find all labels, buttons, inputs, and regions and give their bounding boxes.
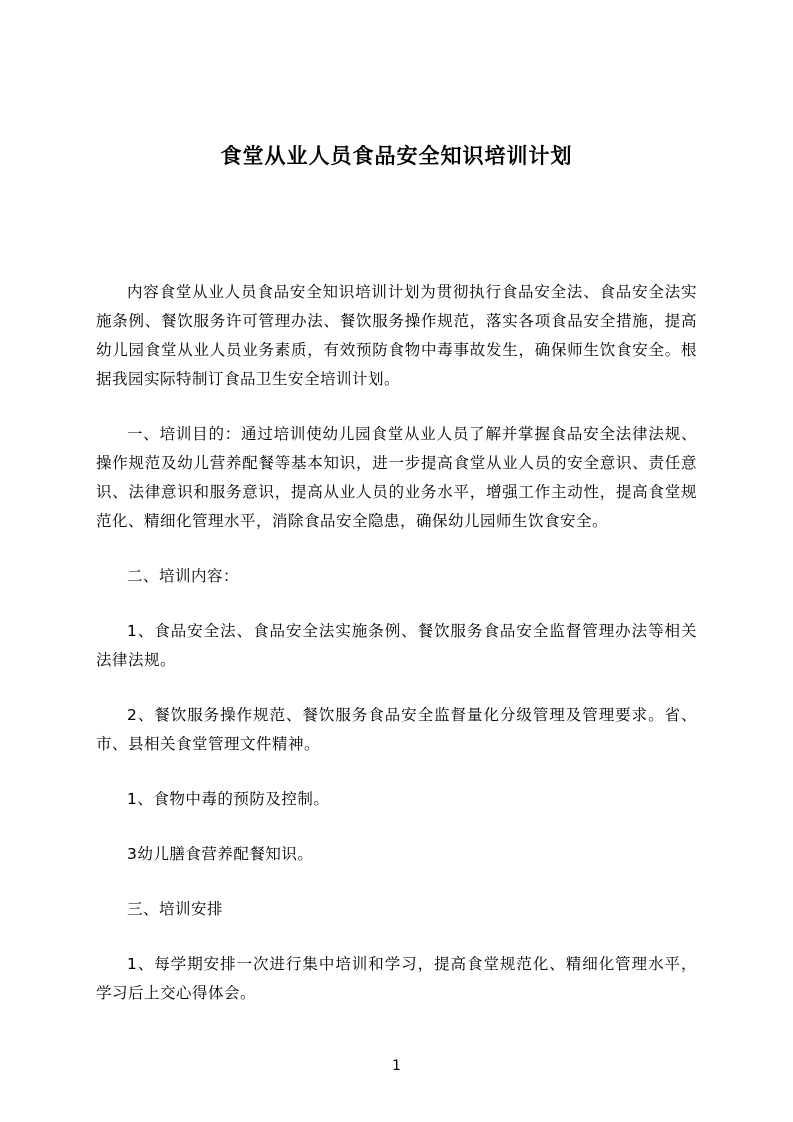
paragraph-training-schedule-heading: 三、培训安排 [127, 900, 224, 918]
paragraph-content-item-2: 2、餐饮服务操作规范、餐饮服务食品安全监督量化分级管理及管理要求。省、市、县相关食堂管理文件精神。 [96, 706, 697, 753]
paragraph-schedule-item-1: 1、每学期安排一次进行集中培训和学习，提高食堂规范化、精细化管理水平，学习后上交心得体会。 [96, 955, 697, 1002]
paragraph-training-content-heading: 二、培训内容： [127, 567, 240, 585]
paragraph-content-item-1: 1、食品安全法、食品安全法实施条例、餐饮服务食品安全监督管理办法等相关法律法规。 [96, 622, 697, 669]
paragraph-content-item-3: 1、食物中毒的预防及控制。 [127, 790, 330, 808]
paragraph-intro: 内容食堂从业人员食品安全知识培训计划为贯彻执行食品安全法、食品安全法实施条例、餐饮服务许可管理办法、餐饮服务操作规范，落实各项食品安全措施，提高幼儿园食堂从业人员业务素质，有效预防食物中毒事故发生，确保师生饮食安全。根据我园实际特制订食品卫生安全培训计划。 [96, 283, 697, 388]
paragraph-content-item-4: 3幼儿膳食营养配餐知识。 [127, 845, 314, 863]
document-body [96, 278, 697, 1008]
paragraph-training-purpose: 一、培训目的：通过培训使幼儿园食堂从业人员了解并掌握食品安全法律法规、操作规范及幼儿营养配餐等基本知识，进一步提高食堂从业人员的安全意识、责任意识、法律意识和服务意识，提高从业人员的业务水平，增强工作主动性，提高食堂规范化、精细化管理水平，消除食品安全隐患，确保幼儿园师生饮食安全。 [96, 425, 697, 530]
page-number: 1 [392, 1058, 401, 1074]
document-title: 食堂从业人员食品安全知识培训计划 [220, 144, 573, 168]
